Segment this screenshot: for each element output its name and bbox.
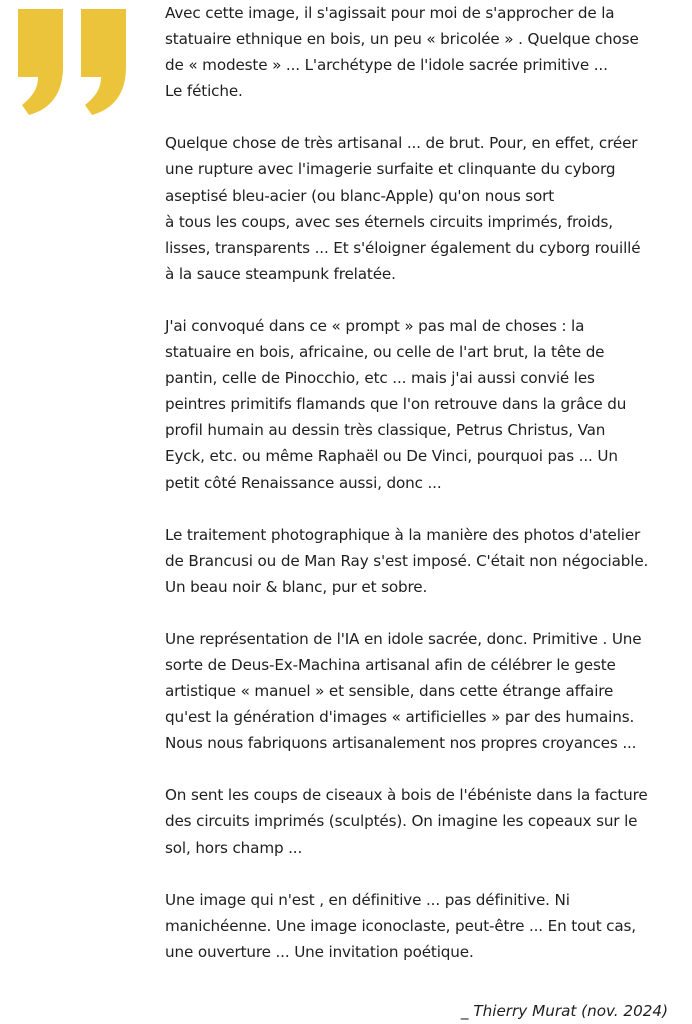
text-line: à tous les coups, avec ses éternels circuits imprimés, froids,	[165, 212, 613, 231]
paragraph-6	[165, 782, 675, 860]
text-line: Eyck, etc. ou même Raphaël ou De Vinci, pourquoi pas ... Un	[165, 447, 618, 466]
text-line: Une représentation de l'IA en idole sacrée, donc. Primitive . Une	[165, 629, 642, 648]
paragraph-5	[165, 626, 675, 756]
closing-double-quote-icon	[18, 9, 128, 115]
text-line: statuaire en bois, africaine, ou celle de l'art brut, la tête de	[165, 343, 605, 362]
author-signature: _ Thierry Murat (nov. 2024)	[460, 1002, 668, 1020]
paragraph-2	[165, 130, 675, 287]
text-line: sorte de Deus-Ex-Machina artisanal afin de célébrer le geste	[165, 655, 616, 674]
text-line: à la sauce steampunk frelatée.	[165, 264, 396, 283]
text-line: Nous nous fabriquons artisanalement nos propres croyances ...	[165, 734, 637, 753]
text-line: une ouverture ... Une invitation poétique.	[165, 942, 474, 961]
text-line: statuaire ethnique en bois, un peu « bricolée » . Quelque chose	[165, 30, 639, 49]
text-line: Une image qui n'est , en définitive ... pas définitive. Ni	[165, 890, 570, 909]
text-line: Quelque chose de très artisanal ... de brut. Pour, en effet, créer	[165, 134, 638, 153]
article-text	[165, 0, 675, 991]
quote-mark-right	[81, 9, 126, 115]
text-line: peintres primitifs flamands que l'on retrouve dans la grâce du	[165, 395, 627, 414]
text-line: pantin, celle de Pinocchio, etc ... mais j'ai aussi convié les	[165, 369, 595, 388]
text-line: une rupture avec l'imagerie surfaite et clinquante du cyborg	[165, 160, 616, 179]
text-line: artistique « manuel » et sensible, dans cette étrange affaire	[165, 682, 614, 701]
text-line: qu'est la génération d'images « artificielles » par des humains.	[165, 708, 635, 727]
text-line: Un beau noir & blanc, pur et sobre.	[165, 577, 428, 596]
text-line: Le fétiche.	[165, 82, 243, 101]
text-line: de « modeste » ... L'archétype de l'idole sacrée primitive ...	[165, 56, 608, 75]
text-line: On sent les coups de ciseaux à bois de l'ébéniste dans la facture	[165, 786, 648, 805]
text-line: profil humain au dessin très classique, Petrus Christus, Van	[165, 421, 606, 440]
paragraph-3	[165, 313, 675, 496]
text-line: de Brancusi ou de Man Ray s'est imposé. C'était non négociable.	[165, 551, 649, 570]
text-line: Avec cette image, il s'agissait pour moi de s'approcher de la	[165, 4, 615, 22]
text-line: sol, hors champ ...	[165, 838, 303, 857]
text-line: des circuits imprimés (sculptés). On imagine les copeaux sur le	[165, 812, 638, 831]
paragraph-7	[165, 887, 675, 965]
text-line: aseptisé bleu-acier (ou blanc-Apple) qu'on nous sort	[165, 186, 555, 205]
text-line: petit côté Renaissance aussi, donc ...	[165, 473, 442, 492]
text-line: manichéenne. Une image iconoclaste, peut-être ... En tout cas,	[165, 916, 636, 935]
paragraph-1	[165, 0, 675, 104]
paragraph-4	[165, 522, 675, 600]
text-line: J'ai convoqué dans ce « prompt » pas mal de choses : la	[165, 316, 585, 335]
quote-mark-left	[18, 9, 63, 115]
text-line: lisses, transparents ... Et s'éloigner également du cyborg rouillé	[165, 238, 641, 257]
text-line: Le traitement photographique à la manière des photos d'atelier	[165, 525, 641, 544]
